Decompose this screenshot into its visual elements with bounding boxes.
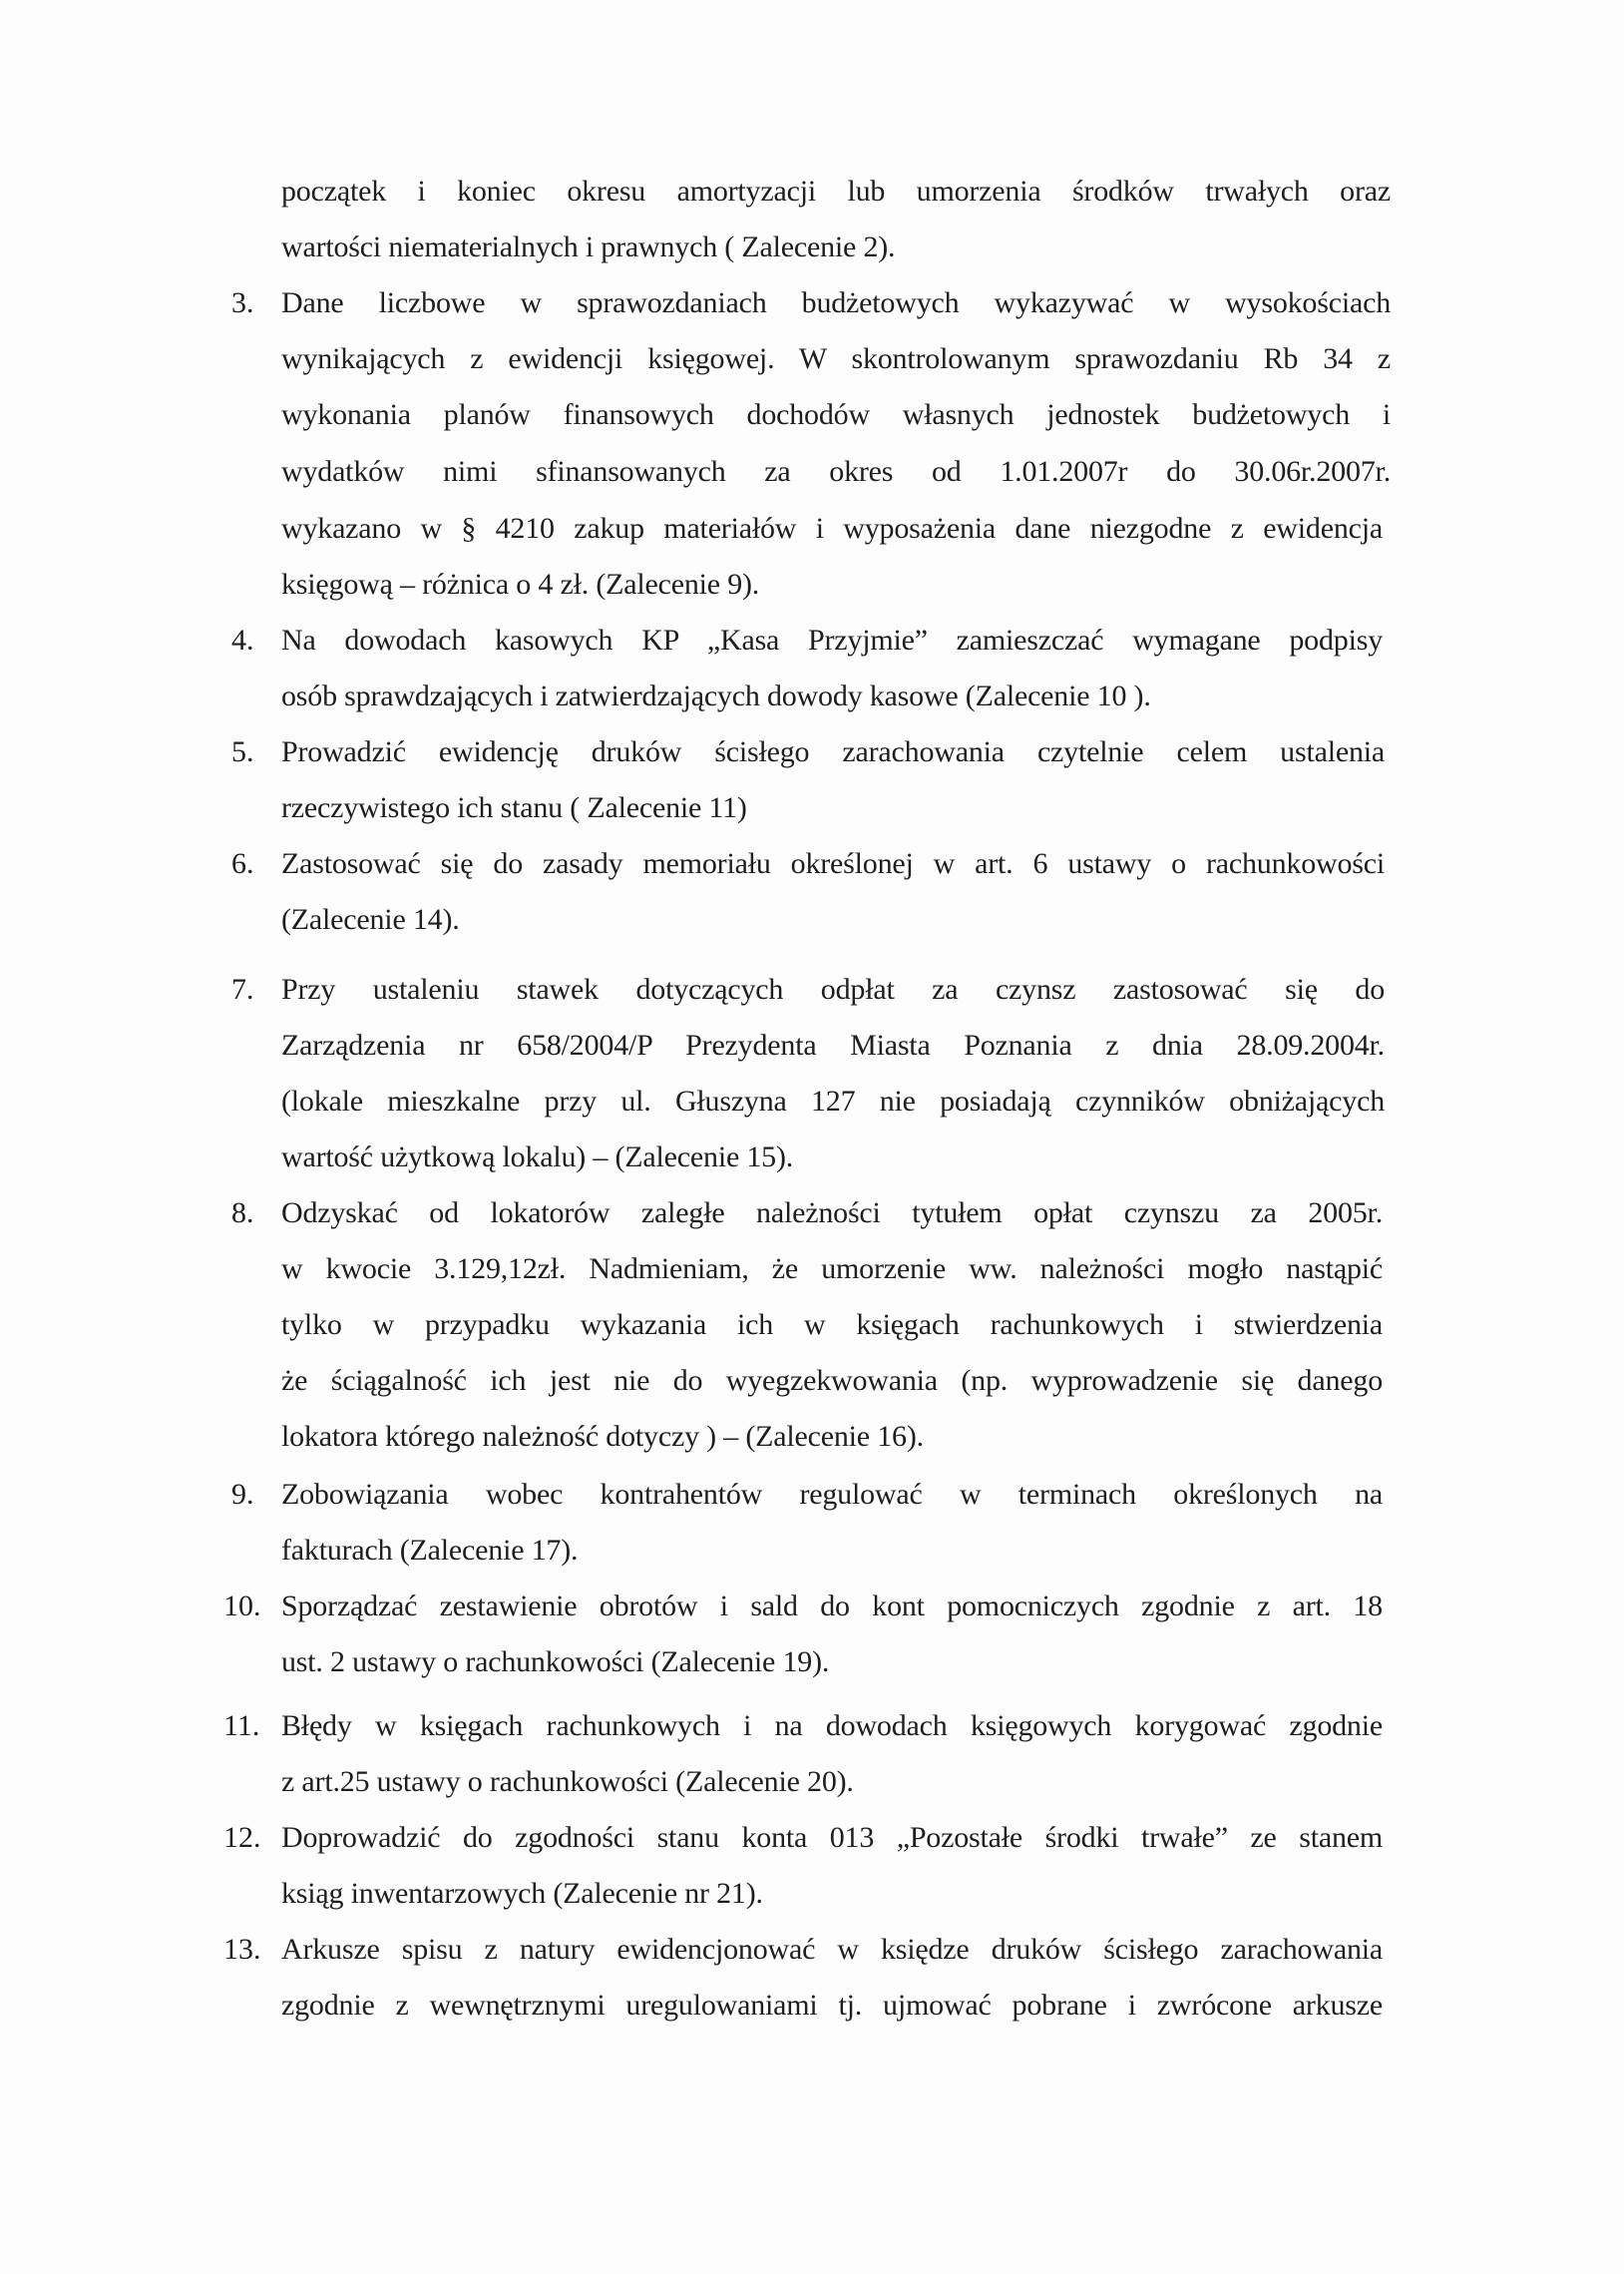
list-item-line: zgodnie z wewnętrznymi uregulowaniami tj. ujmować pobrane i zwrócone arkusze <box>281 1989 1383 2022</box>
list-item-line: Błędy w księgach rachunkowych i na dowodach księgowych korygować zgodnie <box>281 1709 1383 1742</box>
list-item-number: 12. <box>223 1821 261 1854</box>
list-item-line: Odzyskać od lokatorów zaległe należności tytułem opłat czynszu za 2005r. <box>281 1196 1383 1229</box>
list-item-line: (Zalecenie 14). <box>281 903 460 936</box>
list-item-number: 8. <box>231 1196 254 1229</box>
list-item-line: lokatora którego należność dotyczy ) – (Zalecenie 16). <box>281 1420 924 1453</box>
list-item-line: tylko w przypadku wykazania ich w księgach rachunkowych i stwierdzenia <box>281 1308 1383 1341</box>
list-item-line: Zarządzenia nr 658/2004/P Prezydenta Miasta Poznania z dnia 28.09.2004r. <box>281 1029 1385 1062</box>
list-item-line: Dane liczbowe w sprawozdaniach budżetowych wykazywać w wysokościach <box>281 286 1391 319</box>
list-item-line: że ściągalność ich jest nie do wyegzekwowania (np. wyprowadzenie się danego <box>281 1364 1383 1397</box>
list-item-line: wynikających z ewidencji księgowej. W skontrolowanym sprawozdaniu Rb 34 z <box>281 342 1391 375</box>
list-item-number: 3. <box>231 286 254 319</box>
list-item-line: rzeczywistego ich stanu ( Zalecenie 11) <box>281 791 747 824</box>
list-item-line: Przy ustaleniu stawek dotyczących odpłat za czynsz zastosować się do <box>281 973 1385 1006</box>
list-item-line: z art.25 ustawy o rachunkowości (Zalecenie 20). <box>281 1765 854 1798</box>
list-item-number: 4. <box>231 624 254 657</box>
list-item-line: wydatków nimi sfinansowanych za okres od 1.01.2007r do 30.06r.2007r. <box>281 455 1391 488</box>
list-item-number: 7. <box>231 973 254 1006</box>
list-item-number: 10. <box>223 1590 261 1622</box>
list-item-line: Na dowodach kasowych KP „Kasa Przyjmie” zamieszczać wymagane podpisy <box>281 624 1383 657</box>
list-item-line: wartość użytkową lokalu) – (Zalecenie 15). <box>281 1140 794 1173</box>
list-item-line: Arkusze spisu z natury ewidencjonować w księdze druków ścisłego zarachowania <box>281 1933 1383 1966</box>
list-item-line: wykonania planów finansowych dochodów własnych jednostek budżetowych i <box>281 398 1391 431</box>
list-item-number: 9. <box>231 1478 254 1511</box>
intro-line: początek i koniec okresu amortyzacji lub umorzenia środków trwałych oraz <box>281 175 1391 208</box>
list-item-line: Zobowiązania wobec kontrahentów regulować w terminach określonych na <box>281 1478 1383 1511</box>
list-item-line: ust. 2 ustawy o rachunkowości (Zalecenie 19). <box>281 1645 830 1678</box>
list-item-number: 11. <box>223 1709 260 1742</box>
list-item-line: księgową – różnica o 4 zł. (Zalecenie 9). <box>281 568 760 601</box>
list-item-line: (lokale mieszkalne przy ul. Głuszyna 127 nie posiadają czynników obniżających <box>281 1085 1385 1118</box>
list-item-number: 5. <box>231 735 254 768</box>
list-item-number: 13. <box>223 1933 261 1966</box>
list-item-number: 6. <box>231 847 254 880</box>
list-item-line: Sporządzać zestawienie obrotów i sald do kont pomocniczych zgodnie z art. 18 <box>281 1590 1383 1622</box>
list-item-line: wykazano w § 4210 zakup materiałów i wyposażenia dane niezgodne z ewidencja <box>281 512 1383 545</box>
list-item-line: w kwocie 3.129,12zł. Nadmieniam, że umorzenie ww. należności mogło nastąpić <box>281 1252 1383 1285</box>
list-item-line: ksiąg inwentarzowych (Zalecenie nr 21). <box>281 1877 763 1910</box>
list-item-line: osób sprawdzających i zatwierdzających dowody kasowe (Zalecenie 10 ). <box>281 680 1151 712</box>
list-item-line: fakturach (Zalecenie 17). <box>281 1534 579 1567</box>
list-item-line: Zastosować się do zasady memoriału określonej w art. 6 ustawy o rachunkowości <box>281 847 1385 880</box>
list-item-line: Doprowadzić do zgodności stanu konta 013 „Pozostałe środki trwałe” ze stanem <box>281 1821 1383 1854</box>
intro-line: wartości niematerialnych i prawnych ( Zalecenie 2). <box>281 230 896 263</box>
list-item-line: Prowadzić ewidencję druków ścisłego zarachowania czytelnie celem ustalenia <box>281 735 1385 768</box>
